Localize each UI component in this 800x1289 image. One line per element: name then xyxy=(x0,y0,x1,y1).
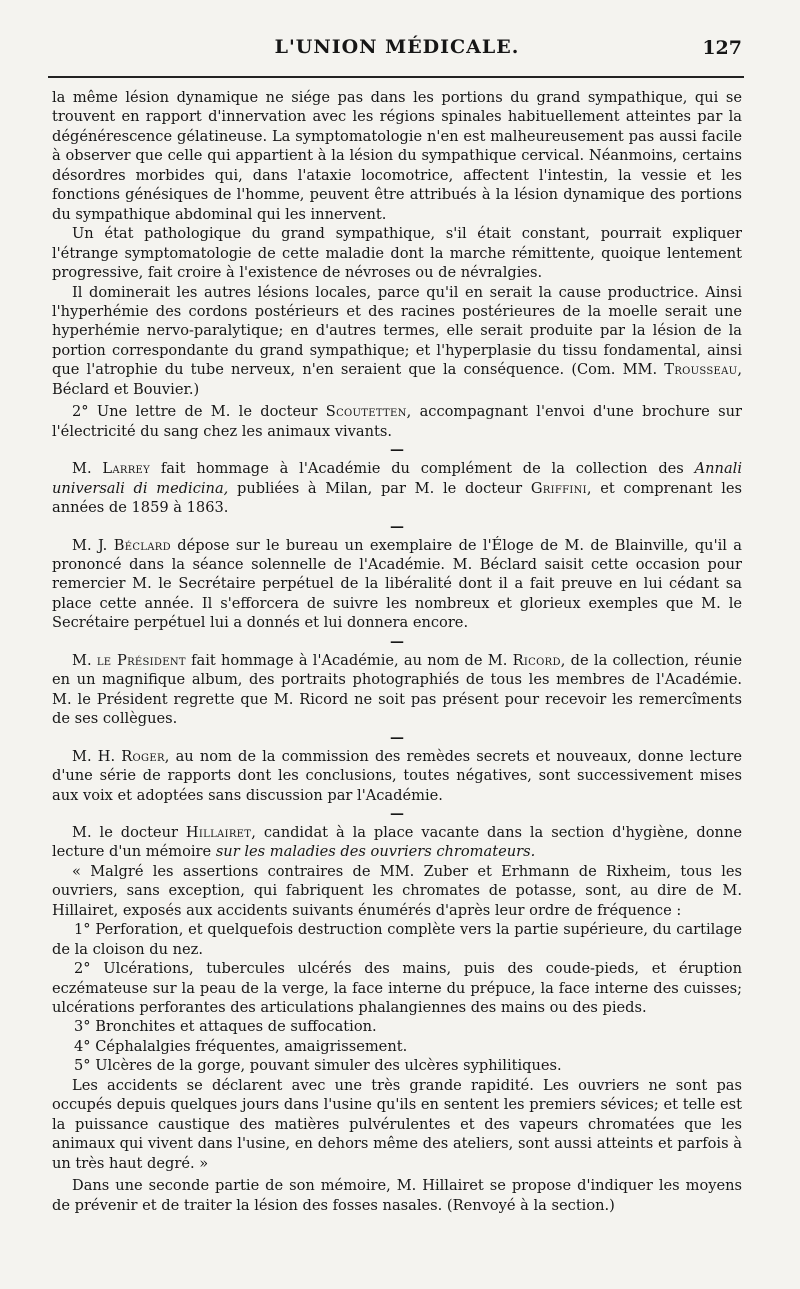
memoir-title: sur les maladies des ouvriers chromateurs. xyxy=(215,843,536,861)
section-separator: — xyxy=(390,805,404,822)
paragraph xyxy=(52,651,742,729)
text-run: , de la collection, réunie en un magnifique album, des portraits photographiés de tous les membres de l'Académie. M. le Président regrette que M. Ricord ne soit pas présent pour recevoir les remercîments de ses collègues. xyxy=(52,651,742,728)
list-item: 2° Ulcérations, tubercules ulcérés des mains, puis des coude-pieds, et éruption eczémateuse sur la peau de la verge, la face interne du prépuce, la face interne des cuisses; ulcérations perforantes des articulations phalangiennes des mains ou des pieds. xyxy=(52,960,742,1017)
section-separator: — xyxy=(390,442,404,459)
text-run: , candidat à la place vacante dans la section d'hygiène, donne lecture d'un mémoire xyxy=(52,823,742,861)
list-item: 3° Bronchites et attaques de suffocation. xyxy=(74,1018,377,1036)
section-separator: — xyxy=(390,729,404,746)
text-run: M. xyxy=(72,651,97,669)
page-header xyxy=(52,36,742,66)
text-run: dépose sur le bureau un exemplaire de l'Éloge de M. de Blainville, qu'il a prononcé dans la séance solennelle de l'Académie. M. Béclard saisit cette occasion pour remercier M. le Secrétaire perpétuel de la libéralité dont il a fait preuve en lui cédant sa place cette année. Il s'efforcera de suivre les nombreux et glorieux exemples que M. le Secrétaire perpétuel lui a donnés et lui donnera encore. xyxy=(52,536,743,632)
header-rule xyxy=(48,76,744,78)
person-name: Roger xyxy=(121,747,165,765)
section-separator: — xyxy=(390,633,404,650)
text-run: , et comprenant les années de 1859 à 1863. xyxy=(52,479,743,517)
person-name: Ricord xyxy=(512,651,561,669)
text-run: M. H. xyxy=(72,747,122,765)
article-body xyxy=(52,88,742,1215)
text-run: , au nom de la commission des remèdes secrets et nouveaux, donne lecture d'une série de rapports dont les conclusions, toutes négatives, sont successivement mises aux voix et adoptées sans discussion par l'Académie. xyxy=(52,747,742,804)
text-run: M. le docteur xyxy=(72,823,186,841)
person-name: le Président xyxy=(96,651,186,669)
paragraph: Dans une seconde partie de son mémoire, M. Hillairet se propose d'indiquer les moyens de prévenir et de traiter la lésion des fosses nasales. (Renvoyé à la section.) xyxy=(52,1177,742,1214)
paragraph xyxy=(52,402,742,441)
text-run: publiées à Milan, par M. le docteur xyxy=(228,479,531,497)
text-run: , accompagnant l'envoi d'une brochure sur l'électricité du sang chez les animaux vivants. xyxy=(52,403,742,440)
text-run: , Béclard et Bouvier.) xyxy=(52,361,742,398)
person-name: Griffini xyxy=(530,479,587,497)
person-name: Hillairet xyxy=(185,823,252,841)
section-separator: — xyxy=(390,518,404,535)
list-item: 5° Ulcères de la gorge, pouvant simuler des ulcères syphilitiques. xyxy=(74,1057,562,1075)
list-item: 1° Perforation, et quelquefois destruction complète vers la partie supérieure, du cartilage de la cloison du nez. xyxy=(52,921,742,958)
text-run: M. xyxy=(72,460,103,478)
paragraph: « Malgré les assertions contraires de MM. Zuber et Erhmann de Rixheim, tous les ouvriers, sans exception, qui fabriquent les chromates de potasse, sont, au dire de M. Hillairet, exposés aux accidents suivants énumérés d'après leur ordre de fréquence : xyxy=(52,862,742,919)
paragraph xyxy=(52,536,742,633)
paragraph xyxy=(52,283,742,400)
paragraph xyxy=(52,747,742,805)
paragraph: la même lésion dynamique ne siége pas dans les portions du grand sympathique, qui se trouvent en rapport d'innervation avec les régions spinales habituellement atteintes par la dégénérescence gélatineuse. La symptomatologie n'en est malheureusement pas aussi facile à observer que celle qui appartient à la lésion du sympathique cervical. Néanmoins, certains désordres morbides qui, dans l'ataxie locomotrice, affectent l'intestin, la vessie et les fonctions génésiques de l'homme, peuvent être attribués à la lésion dynamique des portions du sympathique abdominal qui les innervent. xyxy=(52,89,742,223)
text-run: 2° Une lettre de M. le docteur xyxy=(72,403,326,421)
paragraph: Les accidents se déclarent avec une très grande rapidité. Les ouvriers ne sont pas occupés depuis quelques jours dans l'usine qu'ils en sentent les premiers sévices; et telle est la puissance caustique des matières pulvérulentes et des vapeurs chromatées que les animaux qui vivent dans l'usine, en dehors même des ateliers, sont aussi atteints et parfois à un très haut degré. » xyxy=(52,1076,742,1172)
text-run: fait hommage à l'Académie, au nom de M. xyxy=(185,651,513,669)
person-name: Larrey xyxy=(102,460,151,478)
paragraph: Un état pathologique du grand sympathique, s'il était constant, pourrait expliquer l'étrange symptomatologie de cette maladie dont la marche rémittente, quoique lentement progressive, fait croire à l'existence de névroses ou de névralgies. xyxy=(52,225,742,282)
text-run: fait hommage à l'Académie du complément de la collection des xyxy=(150,460,695,478)
list-item: 4° Céphalalgies fréquentes, amaigrissement. xyxy=(74,1037,408,1055)
person-name: Béclard xyxy=(113,536,171,554)
paragraph xyxy=(52,823,742,862)
person-name: Scoutetten xyxy=(325,403,407,421)
running-title: L'UNION MÉDICALE. xyxy=(274,36,520,58)
paragraph xyxy=(52,459,742,517)
text-run: Il dominerait les autres lésions locales, parce qu'il en serait la cause productrice. Ainsi l'hyperhémie des cordons postérieurs et des racines postérieures de la moelle serait une hyperhémie nervo-paralytique; en d'autres termes, elle serait produite par la lésion de la portion correspondante du grand sympathique; et l'hyperplasie du tissu fondamental, ainsi que l'atrophie du tube nerveux, n'en seraient que la conséquence. (Com. MM. xyxy=(52,283,742,379)
person-name: Trousseau xyxy=(664,361,738,379)
journal-title: Annali universali di medicina, xyxy=(52,460,742,497)
page-number: 127 xyxy=(702,37,742,59)
text-run: M. J. xyxy=(72,536,114,554)
